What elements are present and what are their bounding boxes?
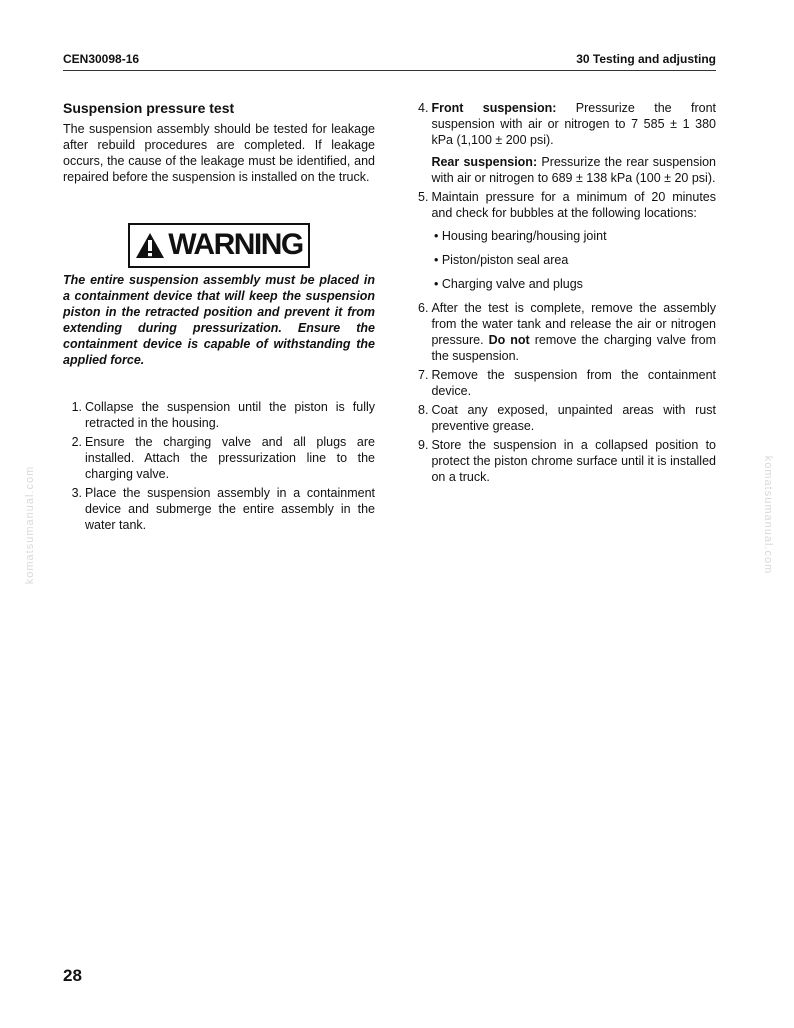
header-rule xyxy=(63,70,716,71)
step-number: 2. xyxy=(71,435,82,449)
step-text: Store the suspension in a collapsed position to protect the piston chrome surface until it is installed on a truck. xyxy=(431,438,716,484)
step-number: 6. xyxy=(418,301,429,315)
document-code: CEN30098-16 xyxy=(63,52,140,66)
step-9 xyxy=(418,437,716,485)
left-column xyxy=(63,100,375,536)
front-suspension-label: Front suspension: xyxy=(431,101,557,115)
step-text-part: After the test is complete, remove the assembly from the water tank and release the air or nitrogen pressure. xyxy=(431,301,716,347)
steps-list-right xyxy=(418,100,716,485)
rear-suspension-instruction: Pressurize the rear suspension with air or nitrogen to 689 ± 138 kPa (100 ± 20 psi). xyxy=(431,155,717,185)
warning-text: The entire suspension assembly must be placed in a containment device that will keep the suspension piston in the retracted position and prevent it from extending during pressurization. Ensure the containment device is capable of withstanding the applied force. xyxy=(63,273,375,367)
warning-box xyxy=(128,223,310,268)
step-text-part: remove the charging valve from the suspension. xyxy=(431,333,716,363)
step-number: 3. xyxy=(71,486,82,500)
step-5 xyxy=(418,189,716,221)
front-suspension-instruction: Pressurize the front suspension with air or nitrogen to 7 585 ± 1 380 kPa (1,100 ± 200 psi). xyxy=(431,101,716,147)
page-number: 28 xyxy=(63,966,82,985)
step-1 xyxy=(68,399,375,431)
step-8 xyxy=(418,402,716,434)
steps-list-left xyxy=(63,399,375,533)
step-text: Ensure the charging valve and all plugs are installed. Attach the pressurization line to the charging valve. xyxy=(85,435,375,481)
warning-triangle-icon xyxy=(135,232,165,259)
rear-suspension-label: Rear suspension: xyxy=(431,155,538,169)
bullet-item: • Housing bearing/housing joint xyxy=(434,229,607,243)
section-title: 30 Testing and adjusting xyxy=(576,52,716,66)
step-text: Remove the suspension from the containment device. xyxy=(431,368,716,398)
step-number: 9. xyxy=(418,438,429,452)
do-not-emphasis: Do not xyxy=(488,333,530,347)
warning-label: WARNING xyxy=(168,228,303,261)
step-2 xyxy=(68,434,375,482)
right-column xyxy=(418,100,716,488)
section-heading: Suspension pressure test xyxy=(63,100,235,116)
step-number: 5. xyxy=(418,190,429,204)
step-4 xyxy=(418,100,716,186)
step-text: Place the suspension assembly in a containment device and submerge the entire assembly in the water tank. xyxy=(85,486,375,532)
step-6 xyxy=(418,300,716,364)
step-text: Coat any exposed, unpainted areas with rust preventive grease. xyxy=(431,403,716,433)
step-text xyxy=(431,300,716,364)
watermark-left: komatsumanual.com xyxy=(24,465,36,585)
step-7 xyxy=(418,367,716,399)
step-text: Maintain pressure for a minimum of 20 minutes and check for bubbles at the following locations: xyxy=(431,190,716,220)
front-suspension-text xyxy=(431,100,716,148)
bullet-item: • Piston/piston seal area xyxy=(434,253,569,267)
step-number: 8. xyxy=(418,403,429,417)
intro-paragraph: The suspension assembly should be tested for leakage after rebuild procedures are completed. If leakage occurs, the cause of the leakage must be identified, and repaired before the suspension is installed on the truck. xyxy=(63,122,375,184)
bullet-item: • Charging valve and plugs xyxy=(434,277,583,291)
step-text: Collapse the suspension until the piston is fully retracted in the housing. xyxy=(85,400,375,430)
step-number: 7. xyxy=(418,368,429,382)
step-3 xyxy=(68,485,375,533)
watermark-right: komatsumanual.com xyxy=(762,455,774,575)
rear-suspension-text xyxy=(431,154,716,186)
step-number: 1. xyxy=(71,400,82,414)
step-number: 4. xyxy=(418,101,429,115)
warning-banner xyxy=(63,223,375,268)
